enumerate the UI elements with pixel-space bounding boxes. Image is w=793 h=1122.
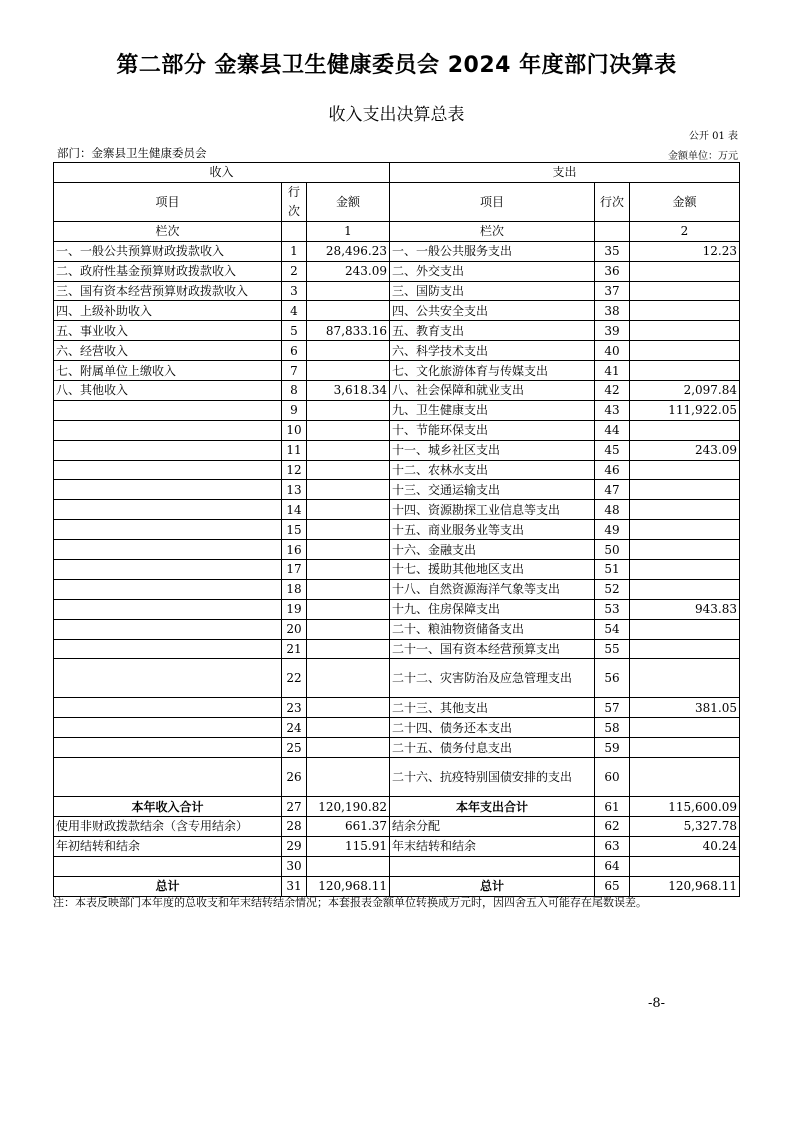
income-section-header: 收入: [54, 163, 390, 183]
expense-item: 八、社会保障和就业支出: [390, 381, 595, 401]
table-row: [54, 639, 740, 659]
form-number: 公开 01 表: [688, 131, 738, 142]
expense-amount: [630, 856, 740, 876]
expense-line-number: 64: [595, 856, 630, 876]
expense-item: 十五、商业服务业等支出: [390, 520, 595, 540]
income-line-number: 12: [282, 460, 307, 480]
income-line-number: 10: [282, 420, 307, 440]
expense-amount: [630, 500, 740, 520]
expense-item: 十三、交通运输支出: [390, 480, 595, 500]
income-amount: [307, 440, 390, 460]
expense-amount: 111,922.05: [630, 400, 740, 420]
table-row: [54, 420, 740, 440]
expense-item: 七、文化旅游体育与传媒支出: [390, 361, 595, 381]
income-item: [54, 440, 282, 460]
expense-line-number: 38: [595, 301, 630, 321]
table-subtitle: 收入支出决算总表: [328, 105, 465, 125]
expense-item: 九、卫生健康支出: [390, 400, 595, 420]
table-row: [54, 440, 740, 460]
expense-amount: 2,097.84: [630, 381, 740, 401]
expense-amount: [630, 619, 740, 639]
income-line-number: 17: [282, 560, 307, 580]
income-item: 二、政府性基金预算财政拨款收入: [54, 261, 282, 281]
income-line-number: 9: [282, 400, 307, 420]
expense-line-number: 49: [595, 520, 630, 540]
table-row: [54, 500, 740, 520]
table-section-header-row: [54, 163, 740, 183]
income-line-number: 13: [282, 480, 307, 500]
expense-column-blank: [595, 221, 630, 241]
expense-line-number: 53: [595, 599, 630, 619]
income-line-number: 16: [282, 540, 307, 560]
expense-item: 二十三、其他支出: [390, 698, 595, 718]
income-item: [54, 758, 282, 797]
expense-amount: [630, 261, 740, 281]
income-item: 四、上级补助收入: [54, 301, 282, 321]
income-item-header: 项目: [54, 182, 282, 221]
income-amount: [307, 540, 390, 560]
income-amount: [307, 500, 390, 520]
department-label: 部门：金寨县卫生健康委员会: [57, 146, 207, 160]
table-row: [54, 520, 740, 540]
income-line-number: 21: [282, 639, 307, 659]
income-amount: [307, 659, 390, 698]
table-row: [54, 540, 740, 560]
income-item: [54, 400, 282, 420]
expense-item: 十八、自然资源海洋气象等支出: [390, 579, 595, 599]
expense-amount: [630, 281, 740, 301]
income-amount: 3,618.34: [307, 381, 390, 401]
expense-line-number: 62: [595, 817, 630, 837]
income-line-number: 28: [282, 817, 307, 837]
expense-section-header: 支出: [390, 163, 740, 183]
income-item: [54, 639, 282, 659]
expense-amount-header: 金额: [630, 182, 740, 221]
expense-amount: [630, 639, 740, 659]
income-amount: [307, 480, 390, 500]
income-item: [54, 560, 282, 580]
income-item: [54, 659, 282, 698]
expense-amount: [630, 361, 740, 381]
expense-item: 二十二、灾害防治及应急管理支出: [390, 659, 595, 698]
expense-line-number: 36: [595, 261, 630, 281]
income-amount: [307, 520, 390, 540]
expense-item: 年末结转和结余: [390, 836, 595, 856]
expense-amount: 12.23: [630, 241, 740, 261]
income-line-number: 24: [282, 718, 307, 738]
table-row: [54, 560, 740, 580]
page-title: 第二部分 金寨县卫生健康委员会 2024 年度部门决算表: [116, 53, 677, 78]
income-line-number: 3: [282, 281, 307, 301]
income-item: 八、其他收入: [54, 381, 282, 401]
income-line-number: 6: [282, 341, 307, 361]
table-row: [54, 718, 740, 738]
expense-item: 十四、资源勘探工业信息等支出: [390, 500, 595, 520]
expense-item: 四、公共安全支出: [390, 301, 595, 321]
column-number-row: [54, 221, 740, 241]
expense-line-number: 56: [595, 659, 630, 698]
income-line-number: 19: [282, 599, 307, 619]
expense-item: 十九、住房保障支出: [390, 599, 595, 619]
income-amount: 87,833.16: [307, 321, 390, 341]
income-item: 使用非财政拨款结余（含专用结余）: [54, 817, 282, 837]
income-column-label: 栏次: [54, 221, 282, 241]
income-item: 一、一般公共预算财政拨款收入: [54, 241, 282, 261]
expense-line-number: 41: [595, 361, 630, 381]
income-item: [54, 619, 282, 639]
amount-unit-label: 金额单位：万元: [668, 151, 738, 162]
income-item: 五、事业收入: [54, 321, 282, 341]
income-line-number: 14: [282, 500, 307, 520]
table-row: [54, 480, 740, 500]
expense-amount: 120,968.11: [630, 876, 740, 896]
table-row: [54, 698, 740, 718]
income-item: 本年收入合计: [54, 797, 282, 817]
expense-item: 十、节能环保支出: [390, 420, 595, 440]
expense-line-number: 37: [595, 281, 630, 301]
expense-line-number: 55: [595, 639, 630, 659]
income-line-header: 行次: [282, 182, 307, 221]
income-amount: [307, 639, 390, 659]
income-line-number: 4: [282, 301, 307, 321]
table-row: [54, 599, 740, 619]
expense-item: 二十四、债务还本支出: [390, 718, 595, 738]
expense-line-number: 59: [595, 738, 630, 758]
table-row: [54, 321, 740, 341]
table-row: [54, 579, 740, 599]
expense-amount: 943.83: [630, 599, 740, 619]
income-item: [54, 480, 282, 500]
expense-item: [390, 856, 595, 876]
income-line-number: 7: [282, 361, 307, 381]
income-amount: [307, 579, 390, 599]
income-line-number: 18: [282, 579, 307, 599]
table-row: [54, 400, 740, 420]
expense-amount: 381.05: [630, 698, 740, 718]
income-line-number: 1: [282, 241, 307, 261]
expense-item: 十七、援助其他地区支出: [390, 560, 595, 580]
income-item: [54, 460, 282, 480]
table-row: [54, 836, 740, 856]
income-item: [54, 698, 282, 718]
income-amount: [307, 341, 390, 361]
income-line-number: 22: [282, 659, 307, 698]
income-line-number: 25: [282, 738, 307, 758]
table-column-header-row: [54, 182, 740, 221]
income-expense-table: [53, 162, 740, 897]
income-line-number: 5: [282, 321, 307, 341]
income-line-number: 23: [282, 698, 307, 718]
table-row: [54, 659, 740, 698]
income-item: [54, 718, 282, 738]
expense-item: 二、外交支出: [390, 261, 595, 281]
table-row: [54, 817, 740, 837]
expense-column-label: 栏次: [390, 221, 595, 241]
income-amount: [307, 619, 390, 639]
expense-line-number: 65: [595, 876, 630, 896]
table-row: [54, 261, 740, 281]
income-amount: [307, 758, 390, 797]
expense-line-number: 47: [595, 480, 630, 500]
income-item: [54, 500, 282, 520]
expense-item: 三、国防支出: [390, 281, 595, 301]
income-line-number: 2: [282, 261, 307, 281]
income-amount: 115.91: [307, 836, 390, 856]
expense-item: 二十一、国有资本经营预算支出: [390, 639, 595, 659]
expense-amount: 115,600.09: [630, 797, 740, 817]
expense-amount: [630, 301, 740, 321]
income-amount: [307, 560, 390, 580]
table-row: [54, 301, 740, 321]
income-amount: 120,190.82: [307, 797, 390, 817]
expense-amount: [630, 341, 740, 361]
income-amount: [307, 400, 390, 420]
table-row: [54, 241, 740, 261]
expense-item: 总计: [390, 876, 595, 896]
expense-amount: 243.09: [630, 440, 740, 460]
income-amount: [307, 301, 390, 321]
income-item: [54, 738, 282, 758]
expense-item: 本年支出合计: [390, 797, 595, 817]
income-amount: [307, 718, 390, 738]
table-row: [54, 341, 740, 361]
income-line-number: 26: [282, 758, 307, 797]
expense-amount: [630, 520, 740, 540]
table-row: [54, 281, 740, 301]
income-line-number: 11: [282, 440, 307, 460]
income-line-number: 15: [282, 520, 307, 540]
expense-amount: [630, 579, 740, 599]
income-item: [54, 579, 282, 599]
income-item: 七、附属单位上缴收入: [54, 361, 282, 381]
expense-item: 五、教育支出: [390, 321, 595, 341]
income-amount: [307, 281, 390, 301]
expense-line-number: 54: [595, 619, 630, 639]
expense-amount: [630, 738, 740, 758]
income-item: [54, 856, 282, 876]
income-amount: [307, 420, 390, 440]
expense-line-header: 行次: [595, 182, 630, 221]
income-amount: [307, 599, 390, 619]
expense-line-number: 40: [595, 341, 630, 361]
income-line-number: 20: [282, 619, 307, 639]
expense-line-number: 57: [595, 698, 630, 718]
expense-amount: [630, 718, 740, 738]
income-item: [54, 599, 282, 619]
table-row: [54, 361, 740, 381]
income-column-number: 1: [307, 221, 390, 241]
expense-line-number: 63: [595, 836, 630, 856]
expense-line-number: 45: [595, 440, 630, 460]
income-amount: 243.09: [307, 261, 390, 281]
table-footnote: 注：本表反映部门本年度的总收支和年末结转结余情况；本套报表金额单位转换成万元时，因四舍五入可能存在尾数误差。: [53, 896, 647, 909]
expense-item: 十一、城乡社区支出: [390, 440, 595, 460]
income-amount: [307, 698, 390, 718]
expense-amount: 40.24: [630, 836, 740, 856]
expense-item: 二十六、抗疫特别国债安排的支出: [390, 758, 595, 797]
income-item: 三、国有资本经营预算财政拨款收入: [54, 281, 282, 301]
expense-amount: [630, 460, 740, 480]
income-amount: [307, 738, 390, 758]
page-number: -8-: [648, 996, 666, 1011]
table-row: [54, 460, 740, 480]
income-line-number: 31: [282, 876, 307, 896]
expense-amount: [630, 321, 740, 341]
expense-line-number: 60: [595, 758, 630, 797]
expense-line-number: 35: [595, 241, 630, 261]
income-amount: 120,968.11: [307, 876, 390, 896]
income-item: [54, 540, 282, 560]
table-row: [54, 619, 740, 639]
income-amount: 28,496.23: [307, 241, 390, 261]
expense-line-number: 46: [595, 460, 630, 480]
income-line-number: 29: [282, 836, 307, 856]
income-amount: [307, 460, 390, 480]
income-item: 年初结转和结余: [54, 836, 282, 856]
income-column-blank: [282, 221, 307, 241]
expense-item: 一、一般公共服务支出: [390, 241, 595, 261]
income-line-number: 27: [282, 797, 307, 817]
subtotal-row: [54, 797, 740, 817]
income-amount: 661.37: [307, 817, 390, 837]
expense-item: 结余分配: [390, 817, 595, 837]
income-amount: [307, 361, 390, 381]
table-row: [54, 381, 740, 401]
expense-line-number: 58: [595, 718, 630, 738]
expense-amount: [630, 420, 740, 440]
income-item: [54, 420, 282, 440]
table-row: [54, 738, 740, 758]
expense-item: 二十五、债务付息支出: [390, 738, 595, 758]
income-item: [54, 520, 282, 540]
expense-item: 十六、金融支出: [390, 540, 595, 560]
expense-amount: [630, 560, 740, 580]
expense-line-number: 39: [595, 321, 630, 341]
expense-amount: [630, 659, 740, 698]
expense-amount: [630, 758, 740, 797]
expense-item: 六、科学技术支出: [390, 341, 595, 361]
expense-amount: [630, 540, 740, 560]
income-line-number: 30: [282, 856, 307, 876]
income-amount-header: 金额: [307, 182, 390, 221]
expense-line-number: 61: [595, 797, 630, 817]
income-item: 总计: [54, 876, 282, 896]
income-line-number: 8: [282, 381, 307, 401]
expense-line-number: 50: [595, 540, 630, 560]
expense-line-number: 43: [595, 400, 630, 420]
expense-item-header: 项目: [390, 182, 595, 221]
expense-amount: [630, 480, 740, 500]
expense-line-number: 42: [595, 381, 630, 401]
income-item: 六、经营收入: [54, 341, 282, 361]
table-row: [54, 758, 740, 797]
table-row: [54, 856, 740, 876]
expense-column-number: 2: [630, 221, 740, 241]
expense-item: 二十、粮油物资储备支出: [390, 619, 595, 639]
income-amount: [307, 856, 390, 876]
expense-line-number: 44: [595, 420, 630, 440]
expense-line-number: 48: [595, 500, 630, 520]
expense-item: 十二、农林水支出: [390, 460, 595, 480]
expense-line-number: 51: [595, 560, 630, 580]
expense-amount: 5,327.78: [630, 817, 740, 837]
expense-line-number: 52: [595, 579, 630, 599]
